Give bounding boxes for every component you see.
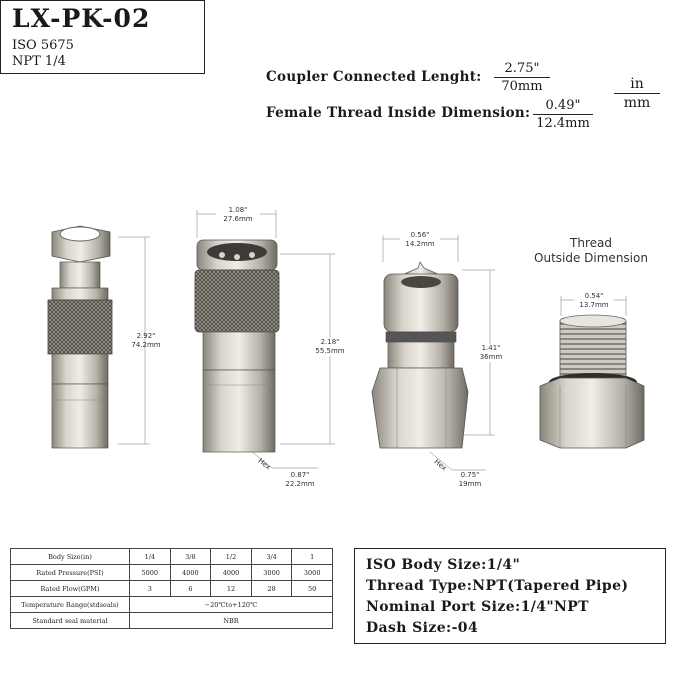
table-cell: 1 — [292, 549, 333, 565]
thread-adapter — [540, 296, 644, 448]
thread-mm: 12.4mm — [536, 116, 590, 131]
b-hex-dim — [280, 471, 320, 489]
model-number: LX-PK-02 — [12, 4, 151, 33]
iso-port-size: Nominal Port Size:1/4"NPT — [366, 599, 590, 615]
b-length-mm: 55.5mm — [315, 347, 345, 355]
thread-label: NPT 1/4 — [12, 54, 66, 69]
table-row — [11, 597, 333, 613]
table-row — [11, 549, 333, 565]
female-thread-label: Female Thread Inside Dimension: — [266, 105, 531, 121]
table-cell: 12 — [211, 581, 252, 597]
table-cell: 3000 — [251, 565, 292, 581]
table-cell: 1/4 — [130, 549, 171, 565]
c-width-in: 0.56" — [410, 231, 430, 239]
c-length-in: 1.41" — [481, 344, 501, 352]
thread-caption-line2: Outside Dimension — [534, 251, 648, 265]
table-cell: 6 — [170, 581, 211, 597]
length-label: Coupler Connected Lenght: — [266, 69, 482, 85]
table-cell: 4000 — [170, 565, 211, 581]
table-row-label: Rated Flow(GPM) — [11, 581, 130, 597]
table-cell: 1/2 — [211, 549, 252, 565]
thread-caption — [520, 236, 662, 266]
d-width-dim — [574, 292, 614, 310]
table-row-label: Rated Pressure(PSI) — [11, 565, 130, 581]
iso-spec-box — [354, 548, 666, 644]
table-row-label: Temperature Range(stdseals) — [11, 597, 130, 613]
spec-table — [10, 548, 333, 629]
table-cell: −20℃to+120℃ — [130, 597, 333, 613]
b-length-dim — [311, 338, 349, 356]
table-row — [11, 613, 333, 629]
iso-body-size: ISO Body Size:1/4" — [366, 557, 521, 573]
length-mm: 70mm — [501, 79, 543, 94]
c-width-dim — [400, 231, 440, 249]
iso-thread-type: Thread Type:NPT(Tapered Pipe) — [366, 578, 629, 594]
table-row — [11, 565, 333, 581]
table-cell: 50 — [292, 581, 333, 597]
unit-mm: mm — [623, 95, 651, 111]
c-hex-label: Hex — [432, 457, 449, 473]
thread-fraction — [533, 98, 593, 131]
d-width-mm: 13.7mm — [579, 301, 609, 309]
length-fraction — [494, 61, 550, 94]
table-cell: 5000 — [130, 565, 171, 581]
table-cell: 3000 — [292, 565, 333, 581]
a-length-dim — [127, 332, 165, 350]
c-hex-dim — [452, 471, 488, 489]
b-hex-in: 0.87" — [290, 471, 310, 479]
b-width-in: 1.08" — [228, 206, 248, 214]
c-length-dim — [474, 344, 508, 362]
b-hex-label: Hex — [256, 456, 273, 472]
title-box — [0, 0, 205, 74]
unit-legend — [614, 76, 660, 111]
b-length-in: 2.18" — [320, 338, 340, 346]
iso-dash-size: Dash Size:-04 — [366, 620, 479, 636]
c-hex-mm: 19mm — [458, 480, 482, 488]
standard-label: ISO 5675 — [12, 38, 74, 53]
a-length-in: 2.92" — [136, 332, 156, 340]
table-cell: 4000 — [211, 565, 252, 581]
table-cell: 3/8 — [170, 549, 211, 565]
table-cell: 3/4 — [251, 549, 292, 565]
table-cell: 28 — [251, 581, 292, 597]
table-row — [11, 581, 333, 597]
c-width-mm: 14.2mm — [405, 240, 435, 248]
b-width-mm: 27.6mm — [223, 215, 253, 223]
d-width-in: 0.54" — [584, 292, 604, 300]
b-width-dim — [216, 206, 260, 224]
table-cell: NBR — [130, 613, 333, 629]
table-cell: 3 — [130, 581, 171, 597]
a-length-mm: 74.2mm — [131, 341, 161, 349]
table-row-label: Body Size(in) — [11, 549, 130, 565]
thread-caption-line1: Thread — [570, 236, 612, 250]
table-row-label: Standard seal material — [11, 613, 130, 629]
c-length-mm: 36mm — [479, 353, 503, 361]
unit-in: in — [614, 76, 660, 94]
b-hex-mm: 22.2mm — [285, 480, 315, 488]
length-in: 2.75" — [494, 61, 550, 78]
c-hex-in: 0.75" — [460, 471, 480, 479]
thread-in: 0.49" — [533, 98, 593, 115]
